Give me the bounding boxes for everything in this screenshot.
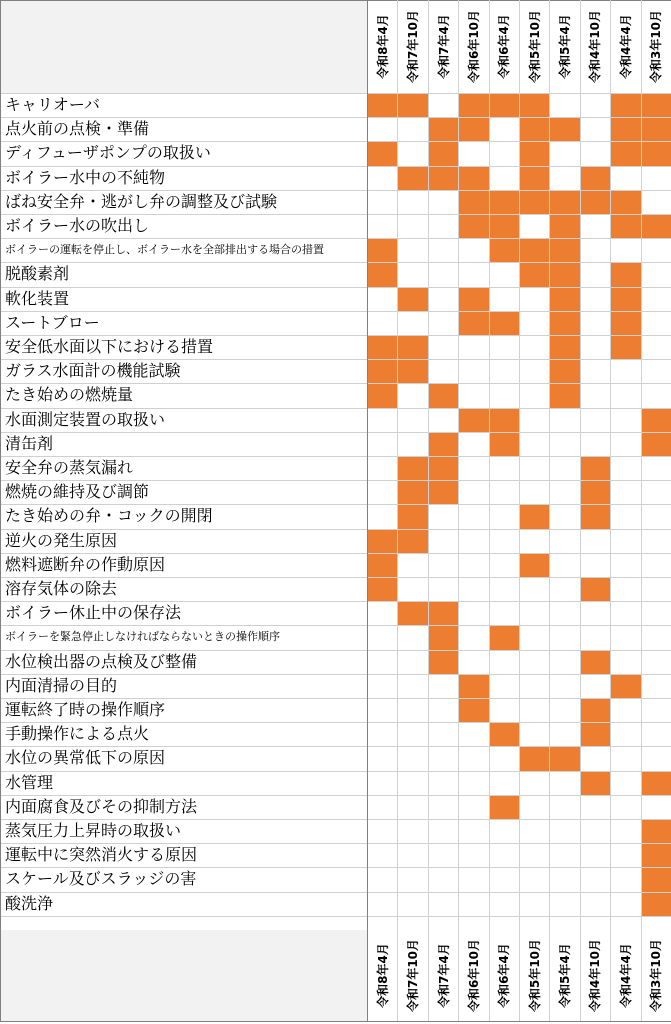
asked-cell <box>429 384 458 407</box>
asked-cell <box>368 336 397 359</box>
exam-date-label: 令和7年10月 <box>406 9 421 84</box>
asked-cell <box>429 142 458 165</box>
column-header <box>428 0 458 93</box>
asked-cell <box>368 384 397 407</box>
grid-line <box>0 1021 671 1022</box>
asked-cell <box>611 94 640 117</box>
column-header <box>489 0 519 93</box>
asked-cell <box>581 457 610 480</box>
asked-cell <box>550 747 579 770</box>
asked-cell <box>642 142 671 165</box>
column-footer <box>580 930 610 1021</box>
asked-cell <box>642 820 671 843</box>
asked-cell <box>611 288 640 311</box>
asked-cell <box>490 94 519 117</box>
asked-cell <box>459 191 488 214</box>
asked-cell <box>398 94 427 117</box>
topic-label: 燃焼の維持及び調節 <box>5 482 150 502</box>
topic-label: スケール及びスラッジの害 <box>5 869 197 889</box>
asked-cell <box>398 288 427 311</box>
asked-cell <box>581 578 610 601</box>
column-footer <box>428 930 458 1021</box>
asked-cell <box>550 288 579 311</box>
exam-date-label: 令和7年10月 <box>406 938 421 1013</box>
column-footer <box>519 930 549 1021</box>
asked-cell <box>398 167 427 190</box>
grid-line <box>610 0 611 1021</box>
exam-date-label: 令和4年10月 <box>588 938 603 1013</box>
asked-cell <box>550 384 579 407</box>
asked-cell <box>642 893 671 916</box>
exam-date-label: 令和8年4月 <box>375 14 390 79</box>
asked-cell <box>581 699 610 722</box>
asked-cell <box>611 312 640 335</box>
topic-label: 逆火の発生原因 <box>5 530 118 550</box>
topic-label: スートブロー <box>5 312 100 332</box>
asked-cell <box>398 530 427 553</box>
asked-cell <box>368 142 397 165</box>
topic-label: ボイラーの運転を停止し、ボイラー水を全部排出する場合の措置 <box>5 243 324 257</box>
exam-date-label: 令和8年4月 <box>375 943 390 1008</box>
topic-label: 点火前の点検・準備 <box>5 119 150 139</box>
header-blank-cell <box>0 0 367 93</box>
asked-cell <box>490 239 519 262</box>
asked-cell <box>490 626 519 649</box>
topic-label: 溶存気体の除去 <box>5 579 118 598</box>
grid-line <box>0 311 671 312</box>
grid-line <box>428 0 429 1021</box>
grid-line <box>367 0 368 1021</box>
topic-label: 運転中に突然消火する原因 <box>5 845 198 865</box>
asked-cell <box>611 215 640 238</box>
asked-cell <box>459 94 488 117</box>
asked-cell <box>429 651 458 674</box>
asked-cell <box>550 239 579 262</box>
asked-cell <box>429 433 458 456</box>
asked-cell <box>490 433 519 456</box>
asked-cell <box>520 239 549 262</box>
asked-cell <box>520 142 549 165</box>
asked-cell <box>520 505 549 528</box>
asked-cell <box>581 772 610 795</box>
asked-cell <box>490 215 519 238</box>
asked-cell <box>611 118 640 141</box>
topic-label: 運転終了時の操作順序 <box>5 700 166 719</box>
column-footer <box>549 930 579 1021</box>
exam-date-label: 令和3年10月 <box>649 9 664 84</box>
topic-label: ボイラー水中の不純物 <box>5 167 166 187</box>
asked-cell <box>520 263 549 286</box>
asked-cell <box>459 118 488 141</box>
exam-date-label: 令和5年4月 <box>558 14 573 79</box>
topic-label: ガラス水面計の機能試験 <box>5 361 181 381</box>
asked-cell <box>550 263 579 286</box>
column-footer <box>610 930 640 1021</box>
asked-cell <box>550 191 579 214</box>
exam-date-label: 令和4年4月 <box>618 943 633 1008</box>
asked-cell <box>429 602 458 625</box>
column-footer <box>367 930 397 1021</box>
topic-label: 安全低水面以下における措置 <box>5 337 214 356</box>
asked-cell <box>642 94 671 117</box>
asked-cell <box>459 409 488 432</box>
column-footer <box>489 930 519 1021</box>
asked-cell <box>581 723 610 746</box>
grid-line <box>489 0 490 1021</box>
asked-cell <box>581 651 610 674</box>
column-header <box>610 0 640 93</box>
column-header <box>397 0 427 93</box>
asked-cell <box>490 409 519 432</box>
asked-cell <box>520 118 549 141</box>
grid-line <box>0 287 671 288</box>
asked-cell <box>398 481 427 504</box>
exam-date-label: 令和6年10月 <box>466 9 481 84</box>
topic-label: 燃料遮断弁の作動原因 <box>5 554 166 574</box>
asked-cell <box>368 530 397 553</box>
asked-cell <box>459 215 488 238</box>
exam-date-label: 令和5年4月 <box>558 943 573 1008</box>
asked-cell <box>550 360 579 383</box>
grid-line <box>0 93 671 94</box>
grid-line <box>0 771 671 772</box>
asked-cell <box>368 263 397 286</box>
column-header <box>580 0 610 93</box>
asked-cell <box>459 312 488 335</box>
column-header <box>367 0 397 93</box>
topic-label: 清缶剤 <box>5 433 54 453</box>
asked-cell <box>398 336 427 359</box>
column-footer <box>397 930 427 1021</box>
topic-label: 軟化装置 <box>5 288 70 308</box>
column-header <box>519 0 549 93</box>
topic-label: 安全弁の蒸気漏れ <box>5 458 134 477</box>
column-footer <box>458 930 488 1021</box>
asked-cell <box>550 336 579 359</box>
asked-cell <box>550 312 579 335</box>
grid-line <box>397 0 398 1021</box>
asked-cell <box>550 118 579 141</box>
asked-cell <box>459 675 488 698</box>
asked-cell <box>642 433 671 456</box>
column-header <box>458 0 488 93</box>
topic-label: ボイラー水の吹出し <box>5 216 150 235</box>
asked-cell <box>520 167 549 190</box>
asked-cell <box>490 191 519 214</box>
exam-date-label: 令和6年10月 <box>466 938 481 1013</box>
asked-cell <box>429 457 458 480</box>
asked-cell <box>550 215 579 238</box>
exam-date-label: 令和7年4月 <box>436 14 451 79</box>
topic-label: 水面測定装置の取扱い <box>5 409 166 429</box>
grid-line <box>0 0 1 1021</box>
grid-line <box>549 0 550 1021</box>
grid-line <box>519 0 520 1021</box>
grid-line <box>641 0 642 1021</box>
topic-label: 酸洗浄 <box>5 893 54 913</box>
asked-cell <box>368 578 397 601</box>
exam-date-label: 令和3年10月 <box>649 938 664 1013</box>
asked-cell <box>490 723 519 746</box>
asked-cell <box>398 505 427 528</box>
asked-cell <box>611 675 640 698</box>
asked-cell <box>368 554 397 577</box>
topic-label: ディフューザポンプの取扱い <box>5 143 211 163</box>
topic-label: 蒸気圧力上昇時の取扱い <box>5 821 182 840</box>
topic-label: 内面清掃の目的 <box>5 675 118 695</box>
asked-cell <box>368 360 397 383</box>
exam-date-label: 令和4年4月 <box>618 14 633 79</box>
asked-cell <box>642 215 671 238</box>
topic-label: ボイラー休止中の保存法 <box>5 603 182 623</box>
topic-label: 内面腐食及びその抑制方法 <box>5 796 198 816</box>
grid-line <box>0 916 671 917</box>
asked-cell <box>429 626 458 649</box>
topic-label: 手動操作による点火 <box>5 724 150 744</box>
exam-date-label: 令和6年4月 <box>497 943 512 1008</box>
asked-cell <box>520 554 549 577</box>
topic-label: たき始めの燃焼量 <box>5 385 134 405</box>
topic-label: 水位検出器の点検及び整備 <box>5 651 198 671</box>
topic-label: たき始めの弁・コックの開閉 <box>5 506 213 526</box>
topic-label: 水位の異常低下の原因 <box>5 748 166 768</box>
asked-cell <box>398 457 427 480</box>
topic-label: ばね安全弁・逃がし弁の調整及び試験 <box>5 191 278 211</box>
grid-line <box>0 432 671 433</box>
column-header <box>549 0 579 93</box>
topic-label: ボイラーを緊急停止しなければならないときの操作順序 <box>5 630 280 644</box>
topic-label: 水管理 <box>5 772 54 792</box>
asked-cell <box>368 239 397 262</box>
exam-date-label: 令和5年10月 <box>527 938 542 1013</box>
asked-cell <box>490 796 519 819</box>
asked-cell <box>459 288 488 311</box>
footer-blank-cell <box>0 930 367 1021</box>
column-footer <box>641 930 671 1021</box>
asked-cell <box>459 699 488 722</box>
grid-line <box>0 892 671 893</box>
asked-cell <box>611 263 640 286</box>
asked-cell <box>581 481 610 504</box>
asked-cell <box>611 336 640 359</box>
topic-label: キャリオーバ <box>5 95 101 114</box>
asked-cell <box>642 868 671 891</box>
asked-cell <box>581 167 610 190</box>
asked-cell <box>429 481 458 504</box>
exam-date-label: 令和4年10月 <box>588 9 603 84</box>
asked-cell <box>520 94 549 117</box>
grid-line <box>0 262 671 263</box>
asked-cell <box>398 602 427 625</box>
asked-cell <box>642 118 671 141</box>
asked-cell <box>520 747 549 770</box>
exam-date-label: 令和7年4月 <box>436 943 451 1008</box>
asked-cell <box>459 167 488 190</box>
asked-cell <box>642 409 671 432</box>
asked-cell <box>642 772 671 795</box>
column-header <box>641 0 671 93</box>
asked-cell <box>611 191 640 214</box>
asked-cell <box>642 844 671 867</box>
exam-date-label: 令和5年10月 <box>527 9 542 84</box>
exam-date-label: 令和6年4月 <box>497 14 512 79</box>
topic-label: 脱酸素剤 <box>5 264 70 284</box>
asked-cell <box>611 142 640 165</box>
asked-cell <box>581 191 610 214</box>
grid-line <box>458 0 459 1021</box>
asked-cell <box>581 505 610 528</box>
asked-cell <box>429 167 458 190</box>
grid-line <box>580 0 581 1021</box>
asked-cell <box>368 94 397 117</box>
asked-cell <box>398 360 427 383</box>
asked-cell <box>490 312 519 335</box>
asked-cell <box>520 191 549 214</box>
asked-cell <box>429 118 458 141</box>
